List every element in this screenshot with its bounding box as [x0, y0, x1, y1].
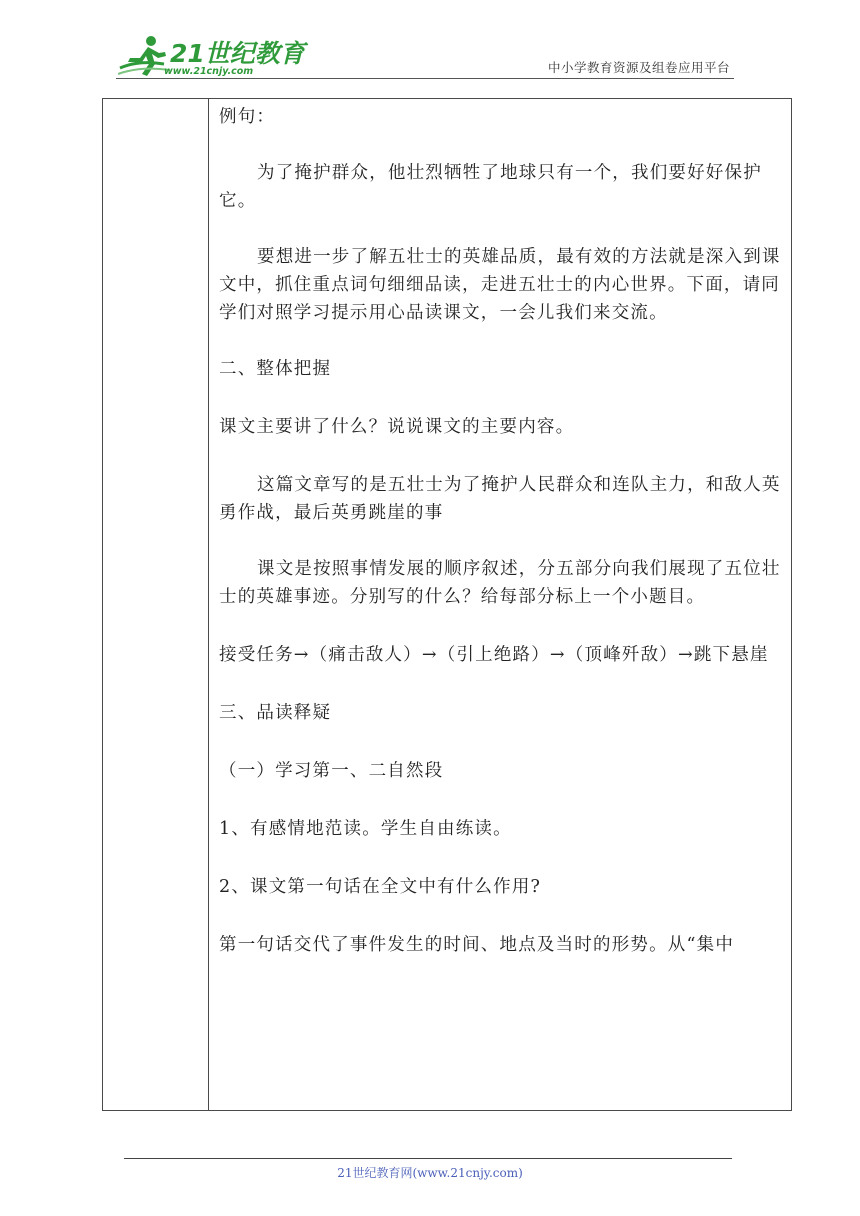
- paragraph-answer-main-content: 这篇文章写的是五壮士为了掩护人民群众和连队主力，和敌人英勇作战，最后英勇跳崖的事: [219, 475, 781, 523]
- footer-link[interactable]: 21世纪教育网(www.21cnjy.com): [337, 1166, 523, 1180]
- table-column-divider: [208, 99, 209, 1110]
- page-header: [0, 0, 860, 90]
- paragraph-step-1: 1、有感情地范读。学生自由练读。: [219, 819, 512, 839]
- site-logo[interactable]: [118, 34, 305, 78]
- logo-text: 21世纪教育: [170, 39, 305, 68]
- paragraph-structure: 课文是按照事情发展的顺序叙述，分五部分向我们展现了五位壮士的英雄事迹。分别写的什么？给每部分标上一个小题目。: [219, 559, 781, 607]
- paragraph-example-sentence: 为了掩护群众，他壮烈牺牲了地球只有一个，我们要好好保护它。: [219, 163, 762, 211]
- subsection-heading-paragraphs: （一）学习第一、二自然段: [219, 761, 444, 781]
- logo-url: www.21cnjy.com: [164, 66, 254, 77]
- lesson-plan-table: [102, 98, 792, 1111]
- platform-title: 中小学教育资源及组卷应用平台: [547, 60, 730, 75]
- footer-divider: [124, 1158, 732, 1159]
- paragraph-question-main-content: 课文主要讲了什么？说说课文的主要内容。: [219, 417, 575, 437]
- paragraph-sequence: 接受任务→（痛击敌人）→（引上绝路）→（顶峰歼敌）→跳下悬崖: [219, 645, 769, 665]
- section-heading-overview: 二、整体把握: [219, 359, 332, 379]
- paragraph-answer-first-sentence: 第一句话交代了事件发生的时间、地点及当时的形势。从“集中: [219, 935, 735, 955]
- paragraph-example-label: 例句：: [219, 107, 276, 127]
- header-divider: [116, 78, 734, 79]
- section-heading-reading: 三、品读释疑: [219, 703, 332, 723]
- lesson-content-cell: [219, 103, 785, 959]
- paragraph-intro: 要想进一步了解五壮士的英雄品质，最有效的方法就是深入到课文中，抓住重点词句细细品读，走进五壮士的内心世界。下面，请同学们对照学习提示用心品读课文，一会儿我们来交流。: [219, 247, 781, 323]
- paragraph-step-2: 2、课文第一句话在全文中有什么作用?: [219, 877, 542, 897]
